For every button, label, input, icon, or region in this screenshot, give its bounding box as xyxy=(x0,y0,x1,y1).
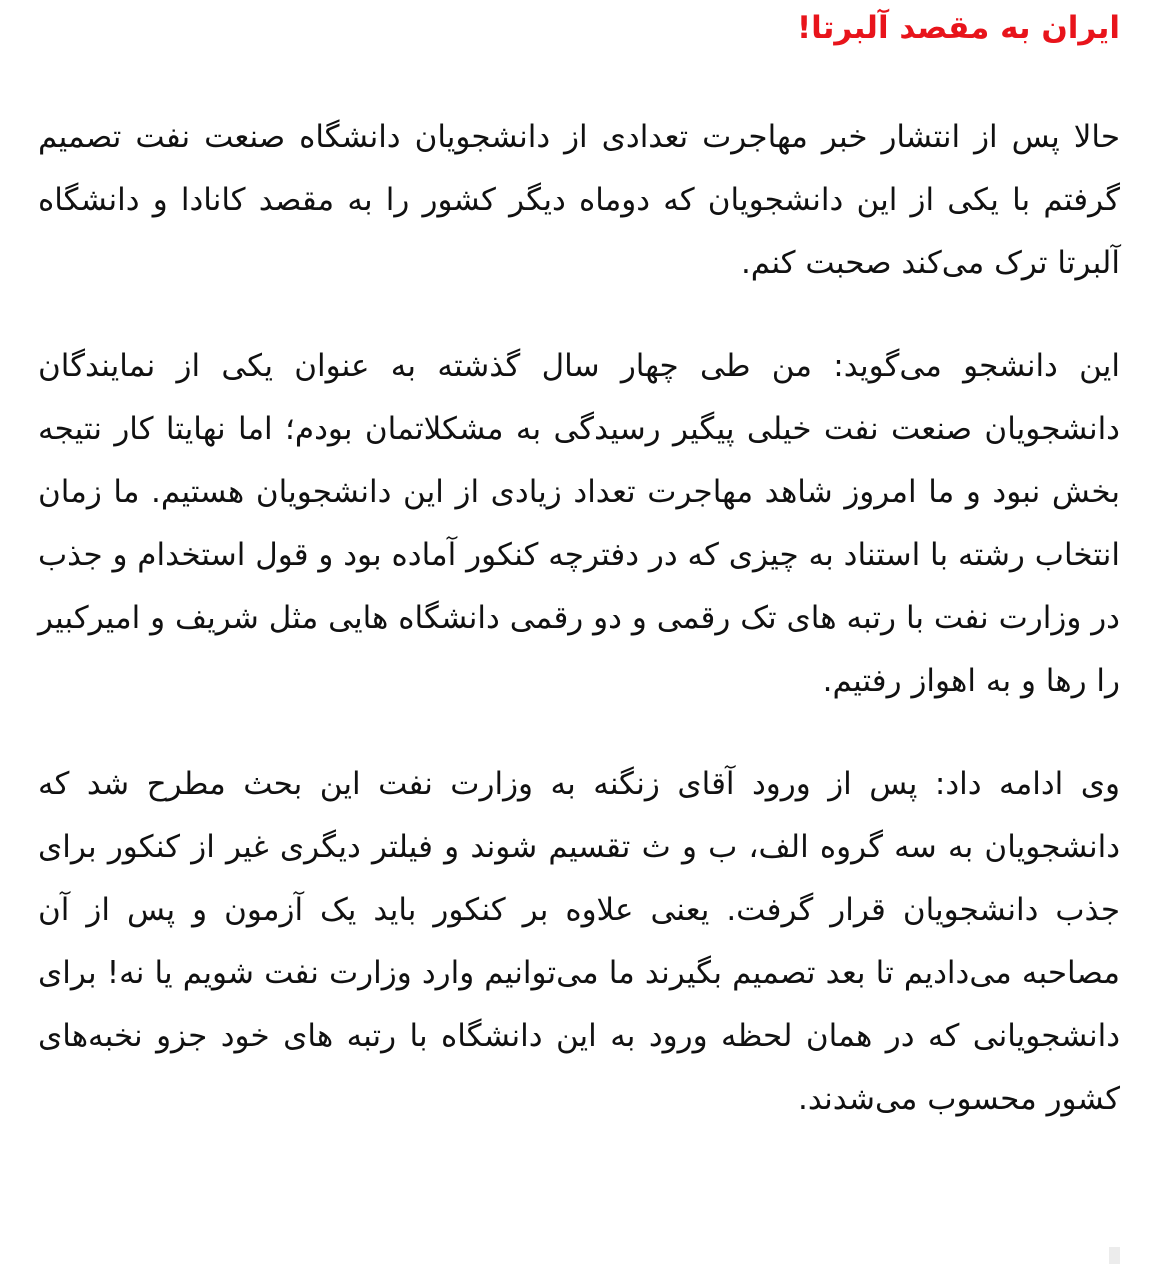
article-title: ایران به مقصد آلبرتا! xyxy=(796,10,1120,46)
article-paragraph-2: این دانشجو می‌گوید: من طی چهار سال گذشته به عنوان یکی از نمایندگان دانشجویان صنعت نفت خیلی پیگیر رسیدگی به مشکلاتمان بودم؛ اما نهایتا کار نتیجه بخش نبود و ما امروز شاهد مهاجرت تعداد زیادی از این دانشجویان هستیم. ما زمان انتخاب رشته با استناد به چیزی که در دفترچه کنکور آماده بود و قول استخدام و جذب در وزارت نفت با رتبه های تک رقمی و دو رقمی دانشگاه هایی مثل شریف و امیرکبیر را رها و به اهواز رفتیم. xyxy=(38,348,1120,699)
scroll-indicator xyxy=(1109,1247,1120,1264)
article-paragraph-3: وی ادامه داد: پس از ورود آقای زنگنه به وزارت نفت این بحث مطرح شد که دانشجویان به سه گروه الف، ب و ث تقسیم شوند و فیلتر دیگری غیر از کنکور برای جذب دانشجویان قرار گرفت. یعنی علاوه بر کنکور باید یک آزمون و پس از آن مصاحبه می‌دادیم تا بعد تصمیم بگیرند ما می‌توانیم وارد وزارت نفت شویم یا نه! برای دانشجویانی که در همان لحظه ورود به این دانشگاه با رتبه های خود جزو نخبه‌های کشور محسوب می‌شدند. xyxy=(38,766,1120,1117)
article xyxy=(38,0,1120,1131)
article-paragraph-1: حالا پس از انتشار خبر مهاجرت تعدادی از دانشجویان دانشگاه صنعت نفت تصمیم گرفتم با یکی از این دانشجویان که دوماه دیگر کشور را به مقصد کانادا و دانشگاه آلبرتا ترک می‌کند صحبت کنم. xyxy=(38,119,1120,281)
